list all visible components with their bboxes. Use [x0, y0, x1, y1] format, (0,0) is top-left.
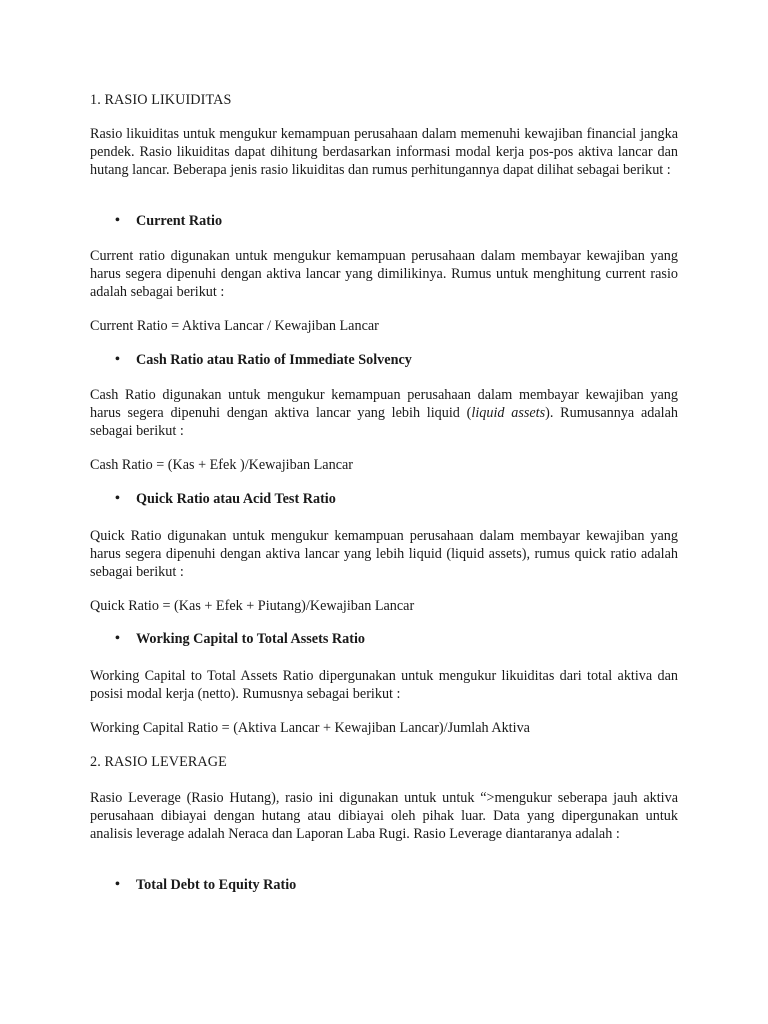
bullet-title: Working Capital to Total Assets Ratio	[136, 631, 365, 647]
formula-working-capital: Working Capital Ratio = (Aktiva Lancar + Kewajiban Lancar)/Jumlah Aktiva	[90, 720, 530, 736]
italic-term: liquid assets	[471, 405, 546, 421]
bullet-current-ratio	[90, 212, 678, 230]
paragraph-leverage-intro: Rasio Leverage (Rasio Hutang), rasio ini digunakan untuk untuk “>mengukur seberapa jauh aktiva perusahaan dibiayai dengan hutang atau dibiayai oleh pihak luar. Data yang dipergunakan untuk analisis leverage adalah Neraca dan Laporan Laba Rugi. Rasio Leverage diantaranya adalah :	[90, 790, 678, 842]
bullet-total-debt-equity	[90, 876, 678, 894]
bullet-title: Total Debt to Equity Ratio	[136, 877, 297, 893]
bullet-title: Quick Ratio atau Acid Test Ratio	[136, 491, 336, 507]
bullet-title: Cash Ratio atau Ratio of Immediate Solvency	[136, 352, 412, 368]
bullet-title: Current Ratio	[136, 213, 223, 229]
paragraph-text: ). Rumusannya adalah sebagai berikut :	[90, 405, 678, 439]
paragraph-current-ratio: Current ratio digunakan untuk mengukur kemampuan perusahaan dalam membayar kewajiban yang harus segera dipenuhi dengan aktiva lancar yang dimilikinya. Rumus untuk menghitung current rasio adalah sebagai berikut :	[90, 248, 678, 300]
bullet-quick-ratio	[90, 490, 678, 508]
formula-quick-ratio: Quick Ratio = (Kas + Efek + Piutang)/Kewajiban Lancar	[90, 598, 415, 614]
bullet-dot-icon: •	[115, 213, 120, 228]
bullet-cash-ratio	[90, 351, 678, 369]
section-heading-rasio-likuiditas: 1. RASIO LIKUIDITAS	[90, 92, 232, 108]
formula-current-ratio: Current Ratio = Aktiva Lancar / Kewajiban Lancar	[90, 318, 379, 334]
paragraph-text: Cash Ratio digunakan untuk mengukur kemampuan perusahaan dalam membayar kewajiban yang harus segera dipenuhi dengan aktiva lancar yang lebih liquid (	[90, 387, 678, 421]
paragraph-quick-ratio: Quick Ratio digunakan untuk mengukur kemampuan perusahaan dalam membayar kewajiban yang harus segera dipenuhi dengan aktiva lancar yang lebih liquid (liquid assets), rumus quick ratio adalah sebagai berikut :	[90, 528, 678, 580]
formula-cash-ratio: Cash Ratio = (Kas + Efek )/Kewajiban Lancar	[90, 457, 354, 473]
paragraph-cash-ratio	[90, 386, 678, 440]
bullet-dot-icon: •	[115, 631, 120, 646]
bullet-working-capital	[90, 630, 678, 648]
paragraph-likuiditas-intro: Rasio likuiditas untuk mengukur kemampuan perusahaan dalam memenuhi kewajiban financial jangka pendek. Rasio likuiditas dapat dihitung berdasarkan informasi modal kerja pos-pos aktiva lancar dan hutang lancar. Beberapa jenis rasio likuiditas dan rumus perhitungannya dapat dilihat sebagai berikut :	[90, 126, 678, 178]
section-heading-rasio-leverage: 2. RASIO LEVERAGE	[90, 754, 227, 770]
bullet-dot-icon: •	[115, 877, 120, 892]
bullet-dot-icon: •	[115, 491, 120, 506]
bullet-dot-icon: •	[115, 352, 120, 367]
paragraph-working-capital: Working Capital to Total Assets Ratio dipergunakan untuk mengukur likuiditas dari total aktiva dan posisi modal kerja (netto). Rumusnya sebagai berikut :	[90, 668, 678, 702]
